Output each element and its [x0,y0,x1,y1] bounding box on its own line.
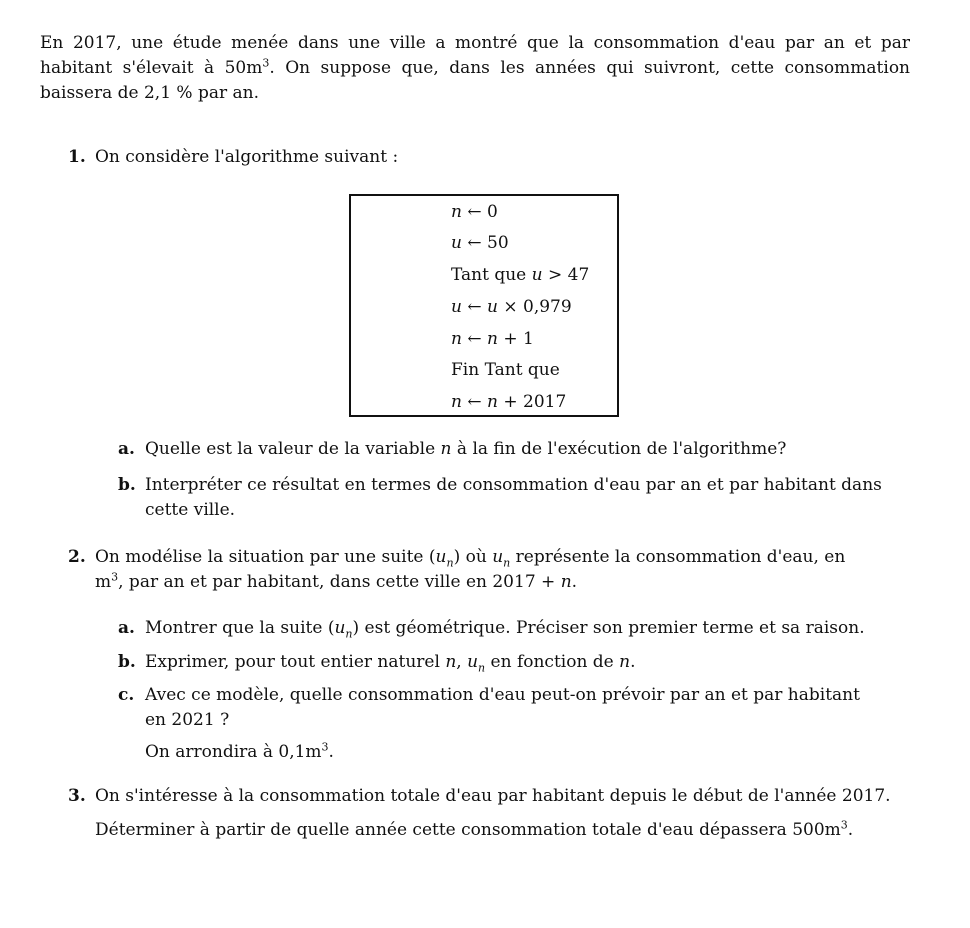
question-1-text: On considère l'algorithme suivant : [95,147,399,167]
algo-line-4: u ← u × 0,979 [451,297,572,317]
question-2c: c. Avec ce modèle, quelle consommation d'eau peut-on prévoir par an et par habitant en 2021 ? On arrondira à $0,1m^3$. [118,683,918,765]
question-1b-letter: b. [118,475,136,495]
algo-line-7: n ← n + 2017 [451,392,567,412]
algo-line-5: n ← n + 1 [451,329,534,349]
question-2: 2. On modélise la situation par une suite $(u_n)$ où $u_n$ représente la consommation d'eau, en $m^3$, par an et par habitant, dans cette ville en 2017 + n. [68,547,846,592]
question-1b: b. Interpréter ce résultat en termes de consommation d'eau par an et par habitant dans cette ville. [118,473,918,523]
question-2c-letter: c. [118,685,135,705]
intro-text-2: . On suppose que, dans les années qui suivront, cette consommation baissera de 2,1 % par an. [40,58,910,103]
algo-line-3: Tant que u > 47 [451,265,590,285]
algo-line-6: Fin Tant que [451,360,560,380]
intro-unit: m [246,58,263,78]
question-2-number: 2. [68,547,86,567]
intro-paragraph [40,31,910,106]
question-1 [68,145,398,170]
algorithm-box [349,194,619,417]
question-3: 3. On s'intéresse à la consommation totale d'eau par habitant depuis le début de l'année 2017. Déterminer à partir de quelle année cette consommation totale d'eau dépassera $500m^3$. [68,784,928,843]
question-1b-line-2: cette ville. [145,500,236,520]
algo-line-1: n ← 0 [451,202,498,222]
question-3-line-2: Déterminer à partir de quelle année cette consommation totale d'eau dépassera $500m^3$. [95,818,854,840]
question-3-number: 3. [68,786,86,806]
question-2b-letter: b. [118,652,136,672]
question-2c-line-3: On arrondira à $0,1m^3$. [145,740,334,762]
question-1-number: 1. [68,147,86,167]
intro-exponent: 3 [262,56,270,70]
intro-text-1: En 2017, une étude menée dans une ville a montré que la consommation d'eau par an et par habitant s'élevait à 50 [40,33,910,78]
question-1a: a. Quelle est la valeur de la variable n à la fin de l'exécution de l'algorithme? [118,437,786,462]
algo-line-2: u ← 50 [451,233,509,253]
question-1a-letter: a. [118,439,135,459]
question-2c-line-2: en 2021 ? [145,710,230,730]
question-2a: a. Montrer que la suite $(u_n)$ est géométrique. Préciser son premier terme et sa raison. [118,618,865,641]
question-2b: b. Exprimer, pour tout entier naturel n, $u_n$ en fonction de n. [118,652,636,675]
question-2a-letter: a. [118,618,135,638]
